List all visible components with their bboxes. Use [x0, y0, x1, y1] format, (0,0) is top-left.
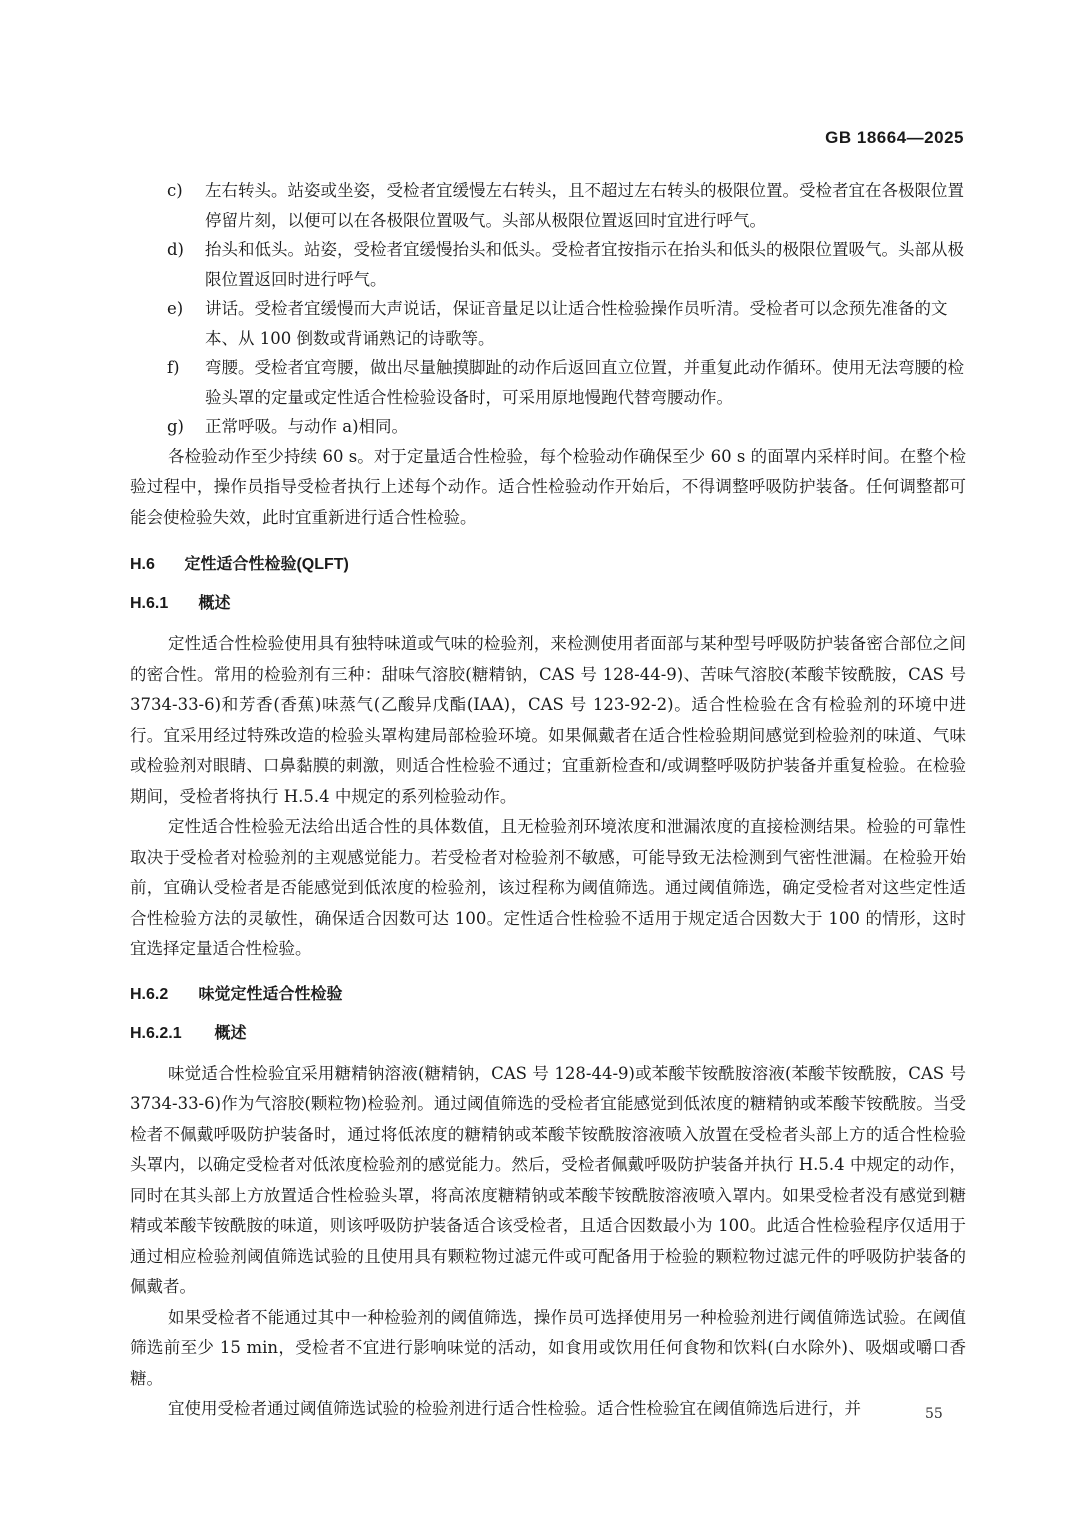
list-label: g): [167, 417, 184, 436]
section-number: H.6.2.1: [130, 1024, 182, 1042]
list-item-d: [130, 235, 966, 294]
section-title: 味觉定性适合性检验: [198, 985, 343, 1003]
document-body: [130, 176, 966, 1425]
paragraph-h621-1: 味觉适合性检验宜采用糖精钠溶液(糖精钠，CAS 号 128-44-9)或苯酸苄铵酰胺溶液(苯酸苄铵酰胺，CAS 号 3734-33-6)作为气溶胶(颗粒物)检验剂。通过阈值筛选的受检者宜能感觉到低浓度的糖精钠或苯酸苄铵酰胺。当受检者不佩戴呼吸防护装备时，通过将低浓度的糖精钠或苯酸苄铵酰胺溶液喷入放置在受检者头部上方的适合性检验头罩内，以确定受检者对低浓度检验剂的感觉能力。然后，受检者佩戴呼吸防护装备并执行 H.5.4 中规定的动作，同时在其头部上方放置适合性检验头罩，将高浓度糖精钠或苯酸苄铵酰胺溶液喷入罩内。如果受检者没有感觉到糖精或苯酸苄铵酰胺的味道，则该呼吸防护装备适合该受检者，且适合因数最小为 100。此适合性检验程序仅适用于通过相应检验剂阈值筛选试验的且使用具有颗粒物过滤元件或可配备用于检验的颗粒物过滤元件的呼吸防护装备的佩戴者。: [130, 1063, 966, 1296]
paragraph-h621-3: 宜使用受检者通过阈值筛选试验的检验剂进行适合性检验。适合性检验宜在阈值筛选后进行，并: [168, 1399, 861, 1418]
paragraph-action-duration: 各检验动作至少持续 60 s。对于定量适合性检验，每个检验动作确保至少 60 s 的面罩内采样时间。在整个检验过程中，操作员指导受检者执行上述每个动作。适合性检验动作开始后，不得调整呼吸防护装备。任何调整都可能会使检验失效，此时宜重新进行适合性检验。: [130, 446, 966, 527]
list-text: 正常呼吸。与动作 a)相同。: [205, 417, 409, 436]
section-title: 定性适合性检验(QLFT): [184, 556, 349, 573]
list-text: 抬头和低头。站姿，受检者宜缓慢抬头和低头。受检者宜按指示在抬头和低头的极限位置吸气。头部从极限位置返回时进行呼气。: [205, 240, 964, 289]
list-label: f): [167, 358, 180, 377]
paragraph-h61-1: 定性适合性检验使用具有独特味道或气味的检验剂，来检测使用者面部与某种型号呼吸防护装备密合部位之间的密合性。常用的检验剂有三种：甜味气溶胶(糖精钠，CAS 号 128-44-9)、苦味气溶胶(苯酸苄铵酰胺，CAS 号 3734-33-6)和芳香(香蕉)味蒸气(乙酸异戊酯(IAA)，CAS 号 123-92-2)。适合性检验在含有检验剂的环境中进行。宜采用经过特殊改造的检验头罩构建局部检验环境。如果佩戴者在适合性检验期间感觉到检验剂的味道、气味或检验剂对眼睛、口鼻黏膜的刺激，则适合性检验不通过；宜重新检查和/或调整呼吸防护装备并重复检验。在检验期间，受检者将执行 H.5.4 中规定的系列检验动作。: [130, 634, 966, 806]
section-number: H.6: [130, 556, 155, 573]
list-text: 左右转头。站姿或坐姿，受检者宜缓慢左右转头，且不超过左右转头的极限位置。受检者宜在各极限位置停留片刻，以便可以在各极限位置吸气。头部从极限位置返回时宜进行呼气。: [205, 181, 964, 230]
section-number: H.6.2: [130, 985, 169, 1003]
list-label: d): [167, 240, 184, 259]
section-heading-h621: [130, 1020, 966, 1043]
list-item-f: [130, 353, 966, 412]
section-title: 概述: [214, 1024, 247, 1042]
paragraph-h621-2: 如果受检者不能通过其中一种检验剂的阈值筛选，操作员可选择使用另一种检验剂进行阈值筛选试验。在阈值筛选前至少 15 min，受检者不宜进行影响味觉的活动，如食用或饮用任何食物和饮料(白水除外)、吸烟或嚼口香糖。: [130, 1307, 966, 1388]
standard-code: GB 18664—2025: [825, 128, 964, 147]
section-number: H.6.1: [130, 595, 169, 612]
list-text: 讲话。受检者宜缓慢而大声说话，保证音量足以让适合性检验操作员听清。受检者可以念预先准备的文本、从 100 倒数或背诵熟记的诗歌等。: [205, 299, 948, 348]
list-text: 弯腰。受检者宜弯腰，做出尽量触摸脚趾的动作后返回直立位置，并重复此动作循环。使用无法弯腰的检验头罩的定量或定性适合性检验设备时，可采用原地慢跑代替弯腰动作。: [205, 358, 964, 407]
list-item-e: [130, 294, 966, 353]
section-heading-h6: [130, 551, 966, 574]
paragraph-h61-2: 定性适合性检验无法给出适合性的具体数值，且无检验剂环境浓度和泄漏浓度的直接检测结果。检验的可靠性取决于受检者对检验剂的主观感觉能力。若受检者对检验剂不敏感，可能导致无法检测到气密性泄漏。在检验开始前，宜确认受检者是否能感觉到低浓度的检验剂，该过程称为阈值筛选。通过阈值筛选，确定受检者对这些定性适合性检验方法的灵敏性，确保适合因数可达 100。定性适合性检验不适用于规定适合因数大于 100 的情形，这时宜选择定量适合性检验。: [130, 817, 966, 958]
list-item-c: [130, 176, 966, 235]
page-number: 55: [925, 1406, 943, 1422]
list-item-g: [130, 412, 966, 442]
section-title: 概述: [198, 595, 231, 612]
section-heading-h62: [130, 981, 966, 1004]
section-heading-h61: [130, 590, 966, 613]
list-label: c): [167, 181, 183, 200]
list-label: e): [167, 299, 184, 318]
